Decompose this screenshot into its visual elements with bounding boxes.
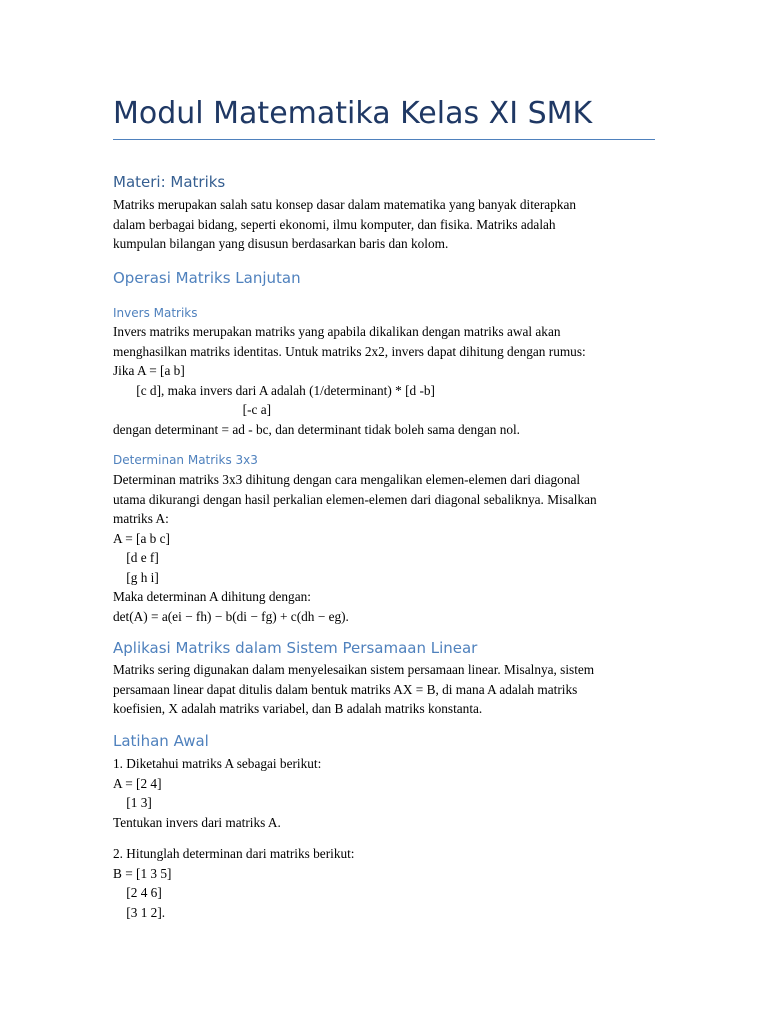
text-line: koefisien, X adalah matriks variabel, dan B adalah matriks konstanta.: [113, 701, 483, 716]
text-line: kumpulan bilangan yang disusun berdasarkan baris dan kolom.: [113, 236, 449, 251]
heading-determinan: Determinan Matriks 3x3: [113, 453, 258, 467]
text-line: B = [1 3 5]: [113, 865, 172, 881]
text-line: [g h i]: [113, 569, 159, 585]
text-line: persamaan linear dapat ditulis dalam bentuk matriks AX = B, di mana A adalah matriks: [113, 681, 578, 697]
text-line: utama dikurangi dengan hasil perkalian elemen-elemen dari diagonal sebaliknya. Misalkan: [113, 491, 597, 507]
text-fragment: [c d], maka invers dari A adalah (1/determinant) * [d -b]: [113, 382, 435, 398]
paragraph-materi: [113, 195, 658, 254]
exercise-1: [113, 754, 658, 832]
text-line: Jika A = [a b]: [113, 363, 185, 378]
text-line: matriks A:: [113, 511, 169, 526]
text-line: [2 4 6]: [113, 885, 162, 900]
text-line: [-c a]: [113, 402, 272, 417]
heading-materi: Materi: Matriks: [113, 173, 226, 191]
heading-operasi: Operasi Matriks Lanjutan: [113, 269, 301, 287]
text-line: 1. Diketahui matriks A sebagai berikut:: [113, 756, 322, 771]
text-line: A = [2 4]: [113, 775, 162, 791]
paragraph-aplikasi: [113, 660, 658, 719]
text-line: 2. Hitunglah determinan dari matriks berikut:: [113, 846, 355, 861]
text-line: Tentukan invers dari matriks A.: [113, 814, 281, 830]
text-line: det(A) = a(ei − fh) − b(di − fg) + c(dh − eg).: [113, 608, 349, 624]
text-line: [d e f]: [113, 550, 159, 565]
text-line: Matriks merupakan salah satu konsep dasar dalam matematika yang banyak diterapkan: [113, 197, 577, 212]
paragraph-determinan: [113, 470, 658, 626]
text-line: menghasilkan matriks identitas. Untuk matriks 2x2, invers dapat dihitung dengan rumus:: [113, 343, 586, 359]
text-line: Determinan matriks 3x3 dihitung dengan cara mengalikan elemen-elemen dari diagonal: [113, 472, 581, 487]
text-line: A = [a b c]: [113, 530, 170, 546]
text-line: dengan determinant = ad - bc, dan determinant tidak boleh sama dengan nol.: [113, 421, 521, 437]
document-title: Modul Matematika Kelas XI SMK: [113, 96, 593, 131]
text-line: Invers matriks merupakan matriks yang apabila dikalikan dengan matriks awal akan: [113, 324, 561, 339]
text-line: dalam berbagai bidang, seperti ekonomi, ilmu komputer, dan fisika. Matriks adalah: [113, 216, 556, 232]
heading-aplikasi: Aplikasi Matriks dalam Sistem Persamaan Linear: [113, 639, 478, 657]
heading-invers: Invers Matriks: [113, 306, 198, 320]
paragraph-invers: [113, 322, 658, 439]
exercise-2: [113, 844, 658, 922]
text-line: [113, 381, 658, 401]
text-line: Maka determinan A dihitung dengan:: [113, 589, 311, 604]
title-underline: [113, 139, 655, 140]
text-line: [3 1 2].: [113, 904, 166, 920]
heading-latihan: Latihan Awal: [113, 732, 209, 750]
text-line: Matriks sering digunakan dalam menyelesaikan sistem persamaan linear. Misalnya, sistem: [113, 662, 595, 677]
text-line: [1 3]: [113, 795, 152, 810]
